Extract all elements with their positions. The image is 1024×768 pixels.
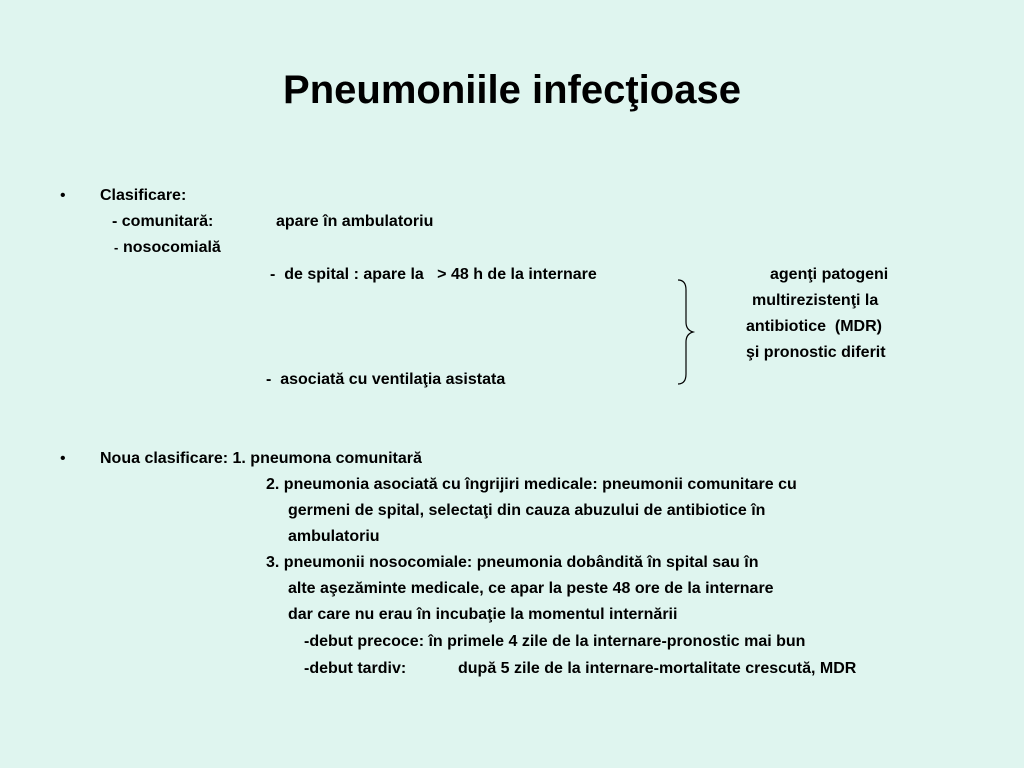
- debut-precoce-line: -debut precoce: în primele 4 zile de la internare-pronostic mai bun: [304, 633, 806, 650]
- item-2-line-2: germeni de spital, selectaţi din cauza abuzului de antibiotice în: [288, 502, 766, 519]
- item-2-line-1: 2. pneumonia asociată cu îngrijiri medicale: pneumonii comunitare cu: [266, 476, 797, 493]
- debut-tardiv-desc: după 5 zile de la internare-mortalitate crescută, MDR: [458, 660, 857, 677]
- spital-line: - de spital : apare la > 48 h de la internare: [270, 266, 597, 283]
- item-3-line-3: dar care nu erau în incubaţie la momentul internării: [288, 606, 678, 623]
- item-3-line-2: alte aşezăminte medicale, ce apar la peste 48 ore de la internare: [288, 580, 774, 597]
- clasificare-heading: Clasificare:: [100, 187, 187, 204]
- nosocomiala-label: nosocomială: [123, 239, 221, 256]
- comunitara-desc: apare în ambulatoriu: [276, 213, 434, 230]
- side-note-line-4: şi pronostic diferit: [746, 344, 886, 361]
- side-note-line-3: antibiotice (MDR): [746, 318, 882, 335]
- slide-title: Pneumoniile infecţioase: [283, 68, 741, 112]
- side-note-line-1: agenţi patogeni: [770, 266, 889, 283]
- curly-brace-icon: [676, 278, 696, 386]
- ventilatie-line: - asociată cu ventilaţia asistata: [266, 371, 506, 388]
- comunitara-label: - comunitară:: [112, 213, 214, 230]
- bullet-1: •: [60, 187, 66, 204]
- item-3-line-1: 3. pneumonii nosocomiale: pneumonia dobândită în spital sau în: [266, 554, 759, 571]
- item-2-line-3: ambulatoriu: [288, 528, 380, 545]
- side-note-line-2: multirezistenţi la: [752, 292, 879, 309]
- noua-clasificare-heading: Noua clasificare: 1. pneumona comunitară: [100, 450, 422, 467]
- debut-tardiv-label: -debut tardiv:: [304, 660, 407, 677]
- bullet-2: •: [60, 450, 66, 467]
- nosocomiala-dash: -: [114, 240, 119, 255]
